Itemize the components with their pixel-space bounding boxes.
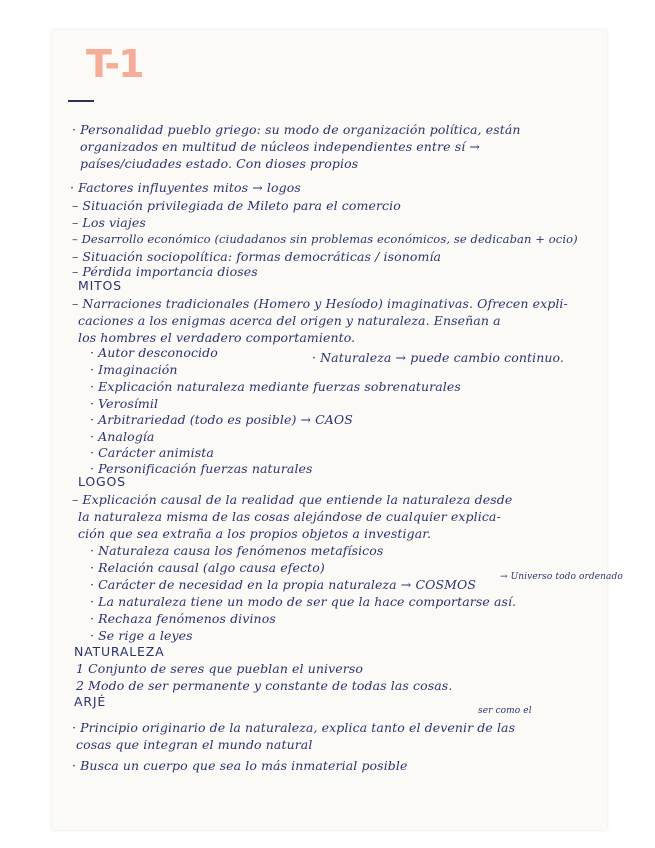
text-line: · Carácter animista <box>90 445 214 460</box>
text-line: – Narraciones tradicionales (Homero y Hesíodo) imaginativas. Ofrecen expli- <box>72 296 568 311</box>
text-line: – Desarrollo económico (ciudadanos sin problemas económicos, se dedicaban + ocio) <box>72 232 578 246</box>
text-line: · Relación causal (algo causa efecto) <box>90 560 325 575</box>
text-line: · Autor desconocido <box>90 345 218 360</box>
text-line: organizados en multitud de núcleos independientes entre sí → <box>80 139 480 154</box>
text-line: – Pérdida importancia dioses <box>72 264 258 279</box>
text-line: → Universo todo ordenado <box>500 572 623 582</box>
page-title: T-1 <box>86 42 143 86</box>
text-line: · Naturaleza causa los fenómenos metafísicos <box>90 543 384 558</box>
text-line: 2 Modo de ser permanente y constante de todas las cosas. <box>76 678 453 693</box>
text-line: los hombres el verdadero comportamiento. <box>78 330 356 345</box>
text-line: · Se rige a leyes <box>90 628 193 643</box>
text-line: · Carácter de necesidad en la propia naturaleza → COSMOS <box>90 577 477 592</box>
text-line: – Situación privilegiada de Mileto para el comercio <box>72 198 401 213</box>
text-line: ción que sea extraña a los propios objetos a investigar. <box>78 526 432 541</box>
text-line: · Naturaleza → puede cambio continuo. <box>312 350 564 365</box>
text-line: · Analogía <box>90 429 155 444</box>
text-line: · La naturaleza tiene un modo de ser que la hace comportarse así. <box>90 594 517 609</box>
text-line: – Explicación causal de la realidad que entiende la naturaleza desde <box>72 492 513 507</box>
text-line: – Situación sociopolítica: formas democráticas / isonomía <box>72 249 442 264</box>
text-line: la naturaleza misma de las cosas alejándose de cualquier explica- <box>78 509 501 524</box>
text-line: · Verosímil <box>90 396 159 411</box>
text-line: · Imaginación <box>90 362 178 377</box>
text-line: caciones a los enigmas acerca del origen y naturaleza. Enseñan a <box>78 313 501 328</box>
divider <box>68 100 94 102</box>
section-heading: MITOS <box>78 278 122 293</box>
text-line: países/ciudades estado. Con dioses propios <box>80 156 359 171</box>
section-heading: LOGOS <box>78 474 126 489</box>
text-line: · Explicación naturaleza mediante fuerzas sobrenaturales <box>90 379 461 394</box>
section-heading: NATURALEZA <box>74 644 165 659</box>
text-line: · Factores influyentes mitos → logos <box>70 180 301 195</box>
text-line: ser como el <box>478 706 532 716</box>
text-line: cosas que integran el mundo natural <box>76 737 313 752</box>
text-line: · Rechaza fenómenos divinos <box>90 611 276 626</box>
text-line: · Personalidad pueblo griego: su modo de organización política, están <box>72 122 521 137</box>
text-line: · Personificación fuerzas naturales <box>90 461 313 476</box>
text-line: · Arbitrariedad (todo es posible) → CAOS <box>90 412 353 427</box>
section-heading: ARJÉ <box>74 694 107 709</box>
text-line: · Busca un cuerpo que sea lo más inmaterial posible <box>72 758 408 773</box>
text-line: 1 Conjunto de seres que pueblan el universo <box>76 661 364 676</box>
text-line: · Principio originario de la naturaleza, explica tanto el devenir de las <box>72 720 516 735</box>
text-line: – Los viajes <box>72 215 146 230</box>
